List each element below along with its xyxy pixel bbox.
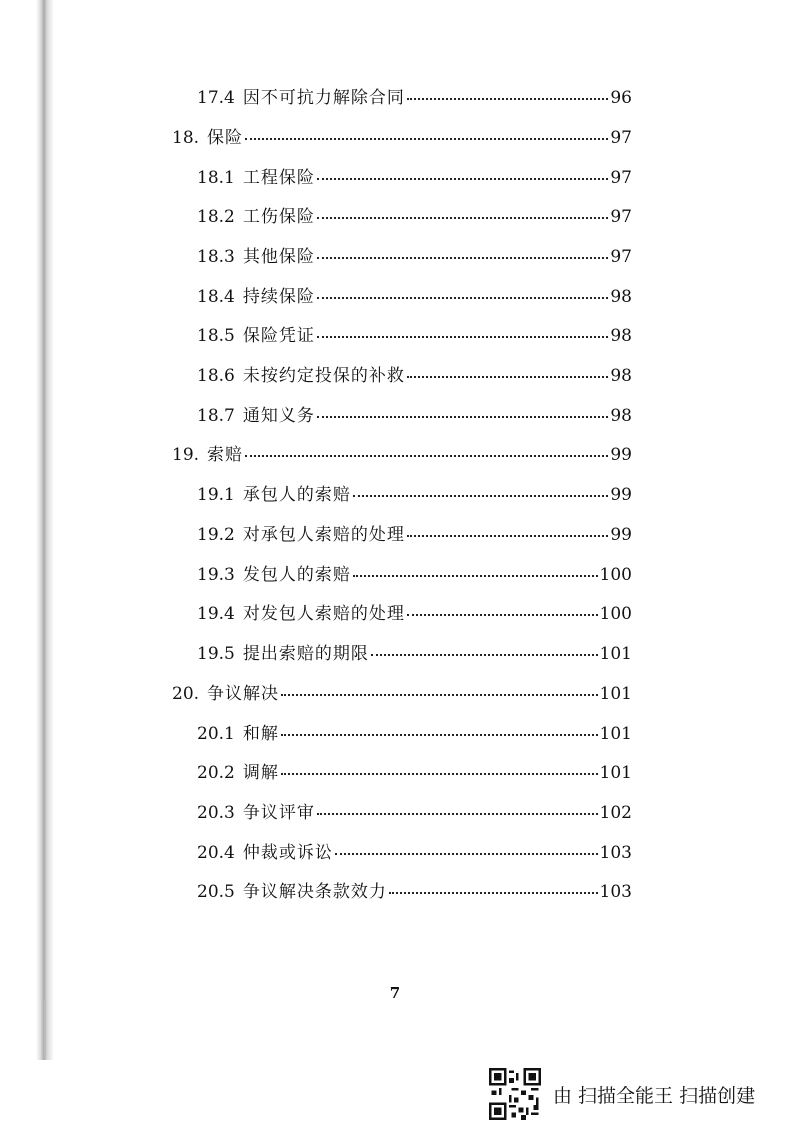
toc-entry-page: 101: [599, 684, 632, 704]
toc-entry[interactable]: [197, 881, 632, 903]
dot-leader: [407, 374, 609, 378]
toc-entry-page: 101: [599, 763, 632, 783]
toc-entry-title: 争议解决: [207, 684, 280, 704]
page-number: 7: [389, 984, 401, 1002]
toc-entry-title: 工伤保险: [242, 207, 315, 227]
toc-entry-number: 20.: [172, 684, 200, 704]
watermark-text: 由 扫描全能王 扫描创建: [553, 1084, 756, 1107]
dot-leader: [317, 295, 609, 299]
toc-entry-title: 发包人的索赔: [242, 565, 351, 585]
toc-entry-title: 争议评审: [242, 803, 315, 823]
dot-leader: [371, 652, 598, 656]
toc-entry[interactable]: [197, 405, 632, 427]
toc-entry-page: 100: [599, 565, 632, 585]
toc-entry-title: 索赔: [207, 445, 244, 465]
toc-entry-number: 20.3: [197, 803, 235, 823]
dot-leader: [353, 573, 598, 577]
toc-entry-number: 20.4: [197, 843, 235, 863]
dot-leader: [353, 493, 609, 497]
toc-entry-number: 18.: [172, 128, 200, 148]
dot-leader: [317, 334, 609, 338]
toc-entry-number: 17.4: [197, 88, 235, 108]
toc-entry[interactable]: [197, 167, 632, 189]
toc-entry-number: 18.4: [197, 287, 235, 307]
qr-code-icon: [489, 1068, 541, 1120]
toc-entry[interactable]: [197, 762, 632, 784]
scan-binding-shadow: [36, 0, 54, 1060]
dot-leader: [335, 851, 598, 855]
toc-entry-title: 持续保险: [242, 287, 315, 307]
toc-entry-page: 97: [610, 168, 632, 188]
scanner-watermark: [489, 1068, 755, 1120]
toc-entry-number: 19.1: [197, 485, 235, 505]
toc-entry-title: 仲裁或诉讼: [242, 843, 333, 863]
toc-entry-page: 97: [610, 247, 632, 267]
toc-entry-number: 18.5: [197, 326, 235, 346]
toc-entry[interactable]: [197, 564, 632, 586]
toc-entry-title: 保险凭证: [242, 326, 315, 346]
toc-entry-page: 97: [610, 128, 632, 148]
toc-entry-title: 其他保险: [242, 247, 315, 267]
toc-entry-title: 承包人的索赔: [242, 485, 351, 505]
dot-leader: [281, 732, 598, 736]
toc-entry[interactable]: [197, 246, 632, 268]
toc-entry-page: 99: [610, 445, 632, 465]
toc-entry-number: 18.2: [197, 207, 235, 227]
dot-leader: [281, 692, 598, 696]
toc-entry-number: 19.: [172, 445, 200, 465]
dot-leader: [281, 771, 598, 775]
dot-leader: [407, 612, 598, 616]
toc-entry[interactable]: [197, 325, 632, 347]
toc-entry-page: 103: [599, 882, 632, 902]
toc-entry-title: 争议解决条款效力: [242, 882, 387, 902]
dot-leader: [317, 811, 598, 815]
dot-leader: [245, 453, 608, 457]
toc-entry-title: 通知义务: [242, 406, 315, 426]
toc-entry-page: 98: [610, 326, 632, 346]
toc-entry-number: 18.7: [197, 406, 235, 426]
toc-entry[interactable]: [197, 643, 632, 665]
toc-entry[interactable]: [197, 206, 632, 228]
toc-entry[interactable]: [197, 524, 632, 546]
toc-entry-title: 对承包人索赔的处理: [242, 525, 405, 545]
dot-leader: [317, 255, 609, 259]
toc-entry-number: 19.3: [197, 565, 235, 585]
dot-leader: [317, 215, 609, 219]
toc-entry-page: 99: [610, 485, 632, 505]
toc-entry-number: 19.4: [197, 604, 235, 624]
toc-entry-number: 19.2: [197, 525, 235, 545]
toc-entry-page: 98: [610, 287, 632, 307]
toc-entry-page: 98: [610, 406, 632, 426]
toc-entry-number: 19.5: [197, 644, 235, 664]
dot-leader: [317, 414, 609, 418]
toc-entry-number: 20.2: [197, 763, 235, 783]
toc-entry-title: 未按约定投保的补救: [242, 366, 405, 386]
toc-entry[interactable]: [197, 603, 632, 625]
dot-leader: [317, 176, 609, 180]
toc-entry-title: 和解: [242, 724, 279, 744]
toc-entry-page: 101: [599, 724, 632, 744]
dot-leader: [407, 533, 609, 537]
toc-entry[interactable]: [197, 87, 632, 109]
toc-entry-number: 18.1: [197, 168, 235, 188]
toc-entry[interactable]: [197, 802, 632, 824]
toc-entry-page: 103: [599, 843, 632, 863]
toc-entry[interactable]: [197, 723, 632, 745]
toc-entry-number: 18.3: [197, 247, 235, 267]
toc-entry-page: 101: [599, 644, 632, 664]
toc-entry-title: 调解: [242, 763, 279, 783]
toc-entry[interactable]: [197, 365, 632, 387]
toc-entry-page: 96: [610, 88, 632, 108]
toc-entry-page: 100: [599, 604, 632, 624]
toc-entry[interactable]: [172, 444, 632, 466]
toc-entry-title: 因不可抗力解除合同: [242, 88, 405, 108]
toc-entry-page: 102: [599, 803, 632, 823]
toc-entry-page: 97: [610, 207, 632, 227]
toc-entry-title: 工程保险: [242, 168, 315, 188]
dot-leader: [389, 890, 598, 894]
toc-entry[interactable]: [197, 484, 632, 506]
toc-entry-title: 保险: [207, 128, 244, 148]
toc-entry[interactable]: [172, 683, 632, 705]
toc-entry-title: 提出索赔的期限: [242, 644, 369, 664]
toc-entry-number: 20.1: [197, 724, 235, 744]
toc-entry-number: 18.6: [197, 366, 235, 386]
dot-leader: [407, 96, 609, 100]
toc-entry[interactable]: [172, 127, 632, 149]
toc-entry-page: 99: [610, 525, 632, 545]
toc-entry[interactable]: [197, 286, 632, 308]
scan-binding-mark: [44, 1000, 46, 1060]
toc-entry-title: 对发包人索赔的处理: [242, 604, 405, 624]
toc-entry[interactable]: [197, 842, 632, 864]
toc-entry-page: 98: [610, 366, 632, 386]
dot-leader: [245, 136, 608, 140]
toc-entry-number: 20.5: [197, 882, 235, 902]
